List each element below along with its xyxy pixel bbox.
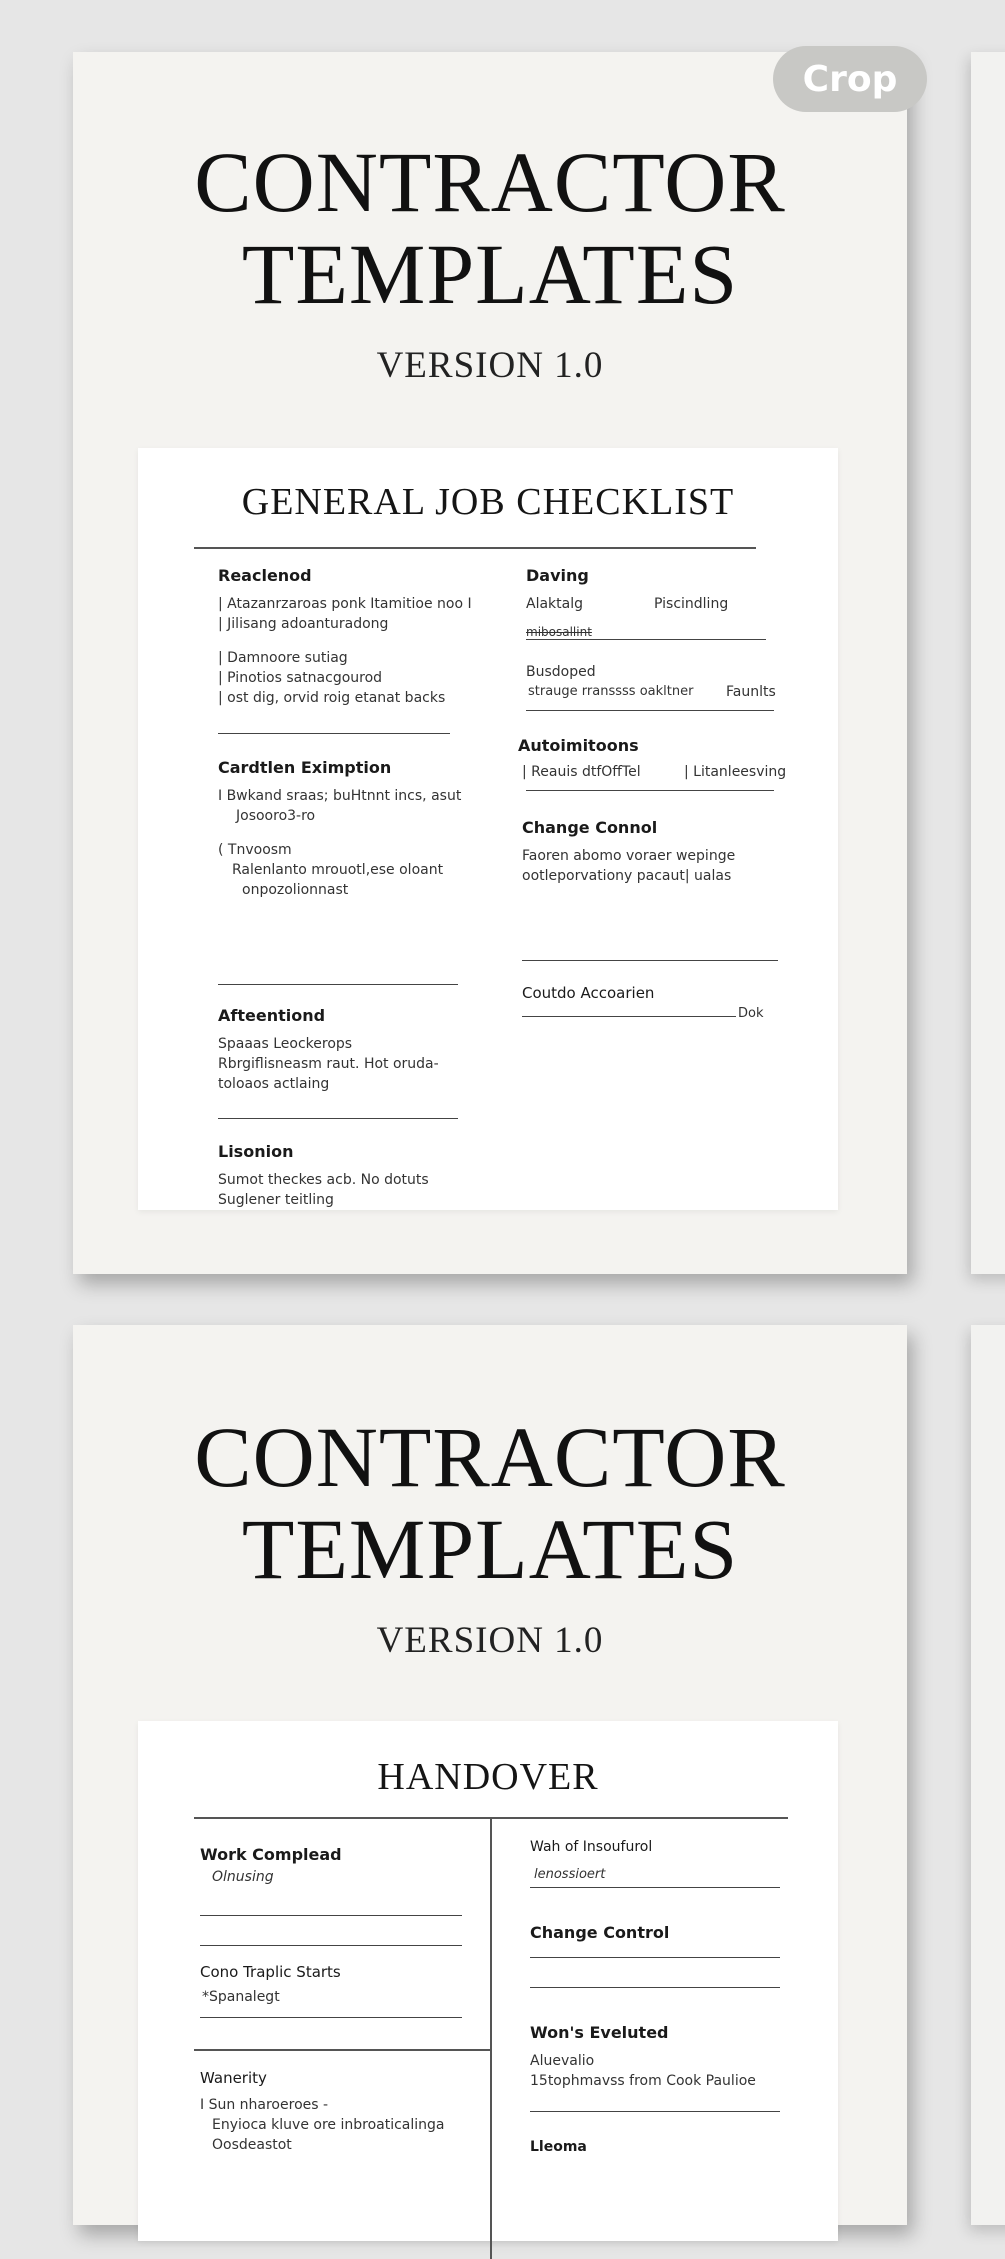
checklist-line: Josooro3-ro: [236, 808, 316, 824]
page-title-line1: CONTRACTOR: [194, 1409, 786, 1505]
section-title: Afteentiond: [218, 1006, 326, 1025]
page-title-line2: TEMPLATES: [241, 1501, 739, 1597]
fill-line: [526, 790, 774, 791]
checklist-sheet: [138, 448, 838, 1210]
section-title: Won's Eveluted: [530, 2023, 669, 2042]
checklist-line: | Jilisang adoanturadong: [218, 616, 389, 632]
handover-line: *Spanalegt: [202, 1989, 280, 2005]
template-page-general-checklist[interactable]: [73, 52, 907, 1274]
fill-line: [526, 710, 774, 711]
checklist-line: strauge rranssss oakltner: [528, 684, 694, 699]
next-page-edge-bottom: [971, 1325, 1005, 2225]
section-title: Work Complead: [200, 1845, 342, 1864]
checklist-line: Alaktalg: [526, 596, 583, 612]
section-title: Cono Traplic Starts: [200, 1963, 341, 1981]
checklist-line: Busdoped: [526, 664, 596, 680]
checklist-line: Faoren abomo voraer wepinge: [522, 848, 736, 864]
section-title: Wanerity: [200, 2069, 267, 2087]
checklist-line: Faunlts: [726, 684, 776, 700]
checklist-line: ( Tnvoosm: [218, 842, 292, 858]
checklist-line: Spaaas Leockerops: [218, 1036, 353, 1052]
checklist-line: Piscindling: [654, 596, 729, 612]
next-page-edge-top: [971, 52, 1005, 1274]
checklist-line: | Atazanrzaroas ponk Itamitioe noo I: [218, 596, 472, 612]
handover-line: 15tophmavss from Cook Paulioe: [530, 2073, 756, 2089]
version-label: VERSION 1.0: [376, 345, 604, 386]
checklist-line: mibosallint: [526, 625, 592, 639]
section-title: Change Control: [530, 1923, 670, 1942]
fill-line: [526, 639, 766, 640]
fill-line: [200, 1945, 462, 1946]
fill-line: [530, 1987, 780, 1988]
handover-line: I Sun nharoeroes -: [200, 2097, 329, 2113]
checklist-line: | Litanleesving: [684, 764, 787, 780]
handover-line: Aluevalio: [530, 2053, 595, 2069]
checklist-line: Suglener teitling: [218, 1192, 334, 1208]
checklist-line: ootleporvationy pacaut| ualas: [522, 868, 732, 884]
sheet-title: GENERAL JOB CHECKLIST: [241, 481, 735, 523]
handover-line: lenossioert: [534, 1867, 606, 1882]
section-title: Lleoma: [530, 2139, 587, 2155]
crop-button[interactable]: Crop: [773, 46, 927, 112]
fill-line: [522, 1016, 736, 1017]
title-divider: [194, 547, 756, 549]
fill-line: [218, 733, 450, 734]
section-title: Cardtlen Eximption: [218, 758, 392, 777]
section-title: Daving: [526, 566, 589, 585]
checklist-line: Rbrgiflisneasm raut. Hot oruda-: [218, 1056, 439, 1072]
checklist-line: Ralenlanto mrouotl,ese oloant: [232, 862, 444, 878]
page-title-line2: TEMPLATES: [241, 226, 739, 322]
handover-line: Oosdeastot: [212, 2137, 292, 2153]
page-title-line1: CONTRACTOR: [194, 134, 786, 230]
section-divider: [194, 2049, 490, 2051]
handover-line: Enyioca kluve ore inbroaticalinga: [212, 2117, 445, 2133]
checklist-line: onpozolionnast: [242, 882, 349, 898]
section-title: Change Connol: [522, 818, 658, 837]
sheet-title: HANDOVER: [377, 1756, 599, 1798]
fill-line: [218, 984, 458, 985]
checklist-line: toloaos actlaing: [218, 1076, 330, 1092]
handover-sheet: [138, 1721, 838, 2241]
version-label: VERSION 1.0: [376, 1620, 604, 1661]
fill-line: [522, 960, 778, 961]
column-divider: [490, 1819, 492, 2259]
fill-line: [218, 1118, 458, 1119]
checklist-line: | Pinotios satnacgourod: [218, 670, 383, 686]
fill-line: [530, 1887, 780, 1888]
section-title: Reaclenod: [218, 566, 312, 585]
fill-line: [200, 2017, 462, 2018]
fill-line: [530, 1957, 780, 1958]
checklist-line: | Damnoore sutiag: [218, 650, 348, 666]
checklist-line: | ost dig, orvid roig etanat backs: [218, 690, 446, 706]
checklist-line: Sumot theckes acb. No dotuts: [218, 1172, 429, 1188]
section-title: Autoimitoons: [518, 736, 639, 755]
section-title: Lisonion: [218, 1142, 294, 1161]
section-title: Wah of Insoufurol: [530, 1839, 653, 1855]
checklist-line: Dok: [738, 1006, 764, 1021]
handover-line: Olnusing: [212, 1869, 274, 1885]
checklist-line: | Reauis dtfOffTel: [522, 764, 641, 780]
fill-line: [200, 1915, 462, 1916]
fill-line: [530, 2111, 780, 2112]
section-title: Coutdo Accoarien: [522, 984, 655, 1002]
template-page-handover[interactable]: [73, 1325, 907, 2225]
checklist-line: I Bwkand sraas; buHtnnt incs, asut: [218, 788, 462, 804]
